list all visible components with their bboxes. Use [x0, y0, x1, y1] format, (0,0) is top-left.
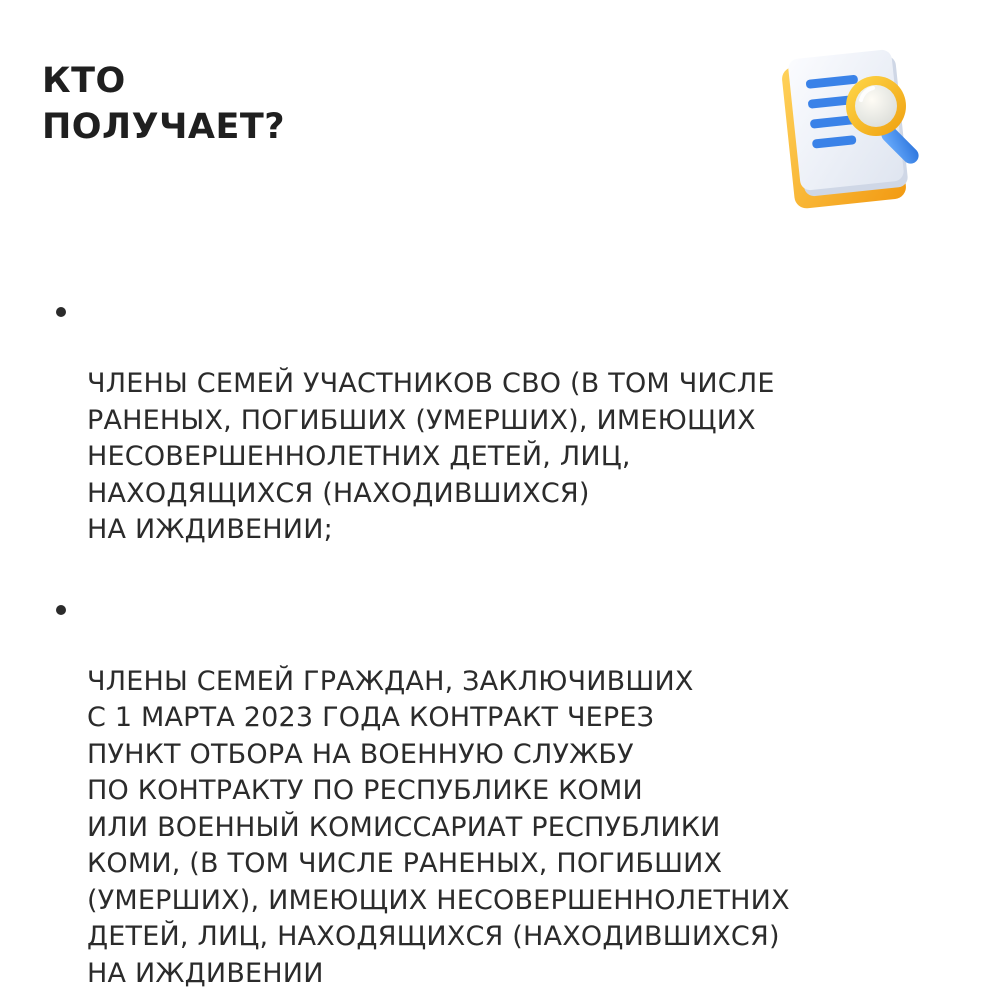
bullet-dot-icon: [56, 307, 66, 317]
page-title-line-1: КТО: [42, 61, 126, 101]
recipient-list: [56, 293, 956, 992]
list-item-text: ЧЛЕНЫ СЕМЕЙ ГРАЖДАН, ЗАКЛЮЧИВШИХ С 1 МАРТА 2023 ГОДА КОНТРАКТ ЧЕРЕЗ ПУНКТ ОТБОРА НА ВОЕННУЮ СЛУЖБУ ПО КОНТРАКТУ ПО РЕСПУБЛИКЕ КОМИ ИЛИ ВОЕННЫЙ КОМИССАРИАТ РЕСПУБЛИКИ КОМИ, (В ТОМ ЧИСЛЕ РАНЕНЫХ, ПОГИБШИХ (УМЕРШИХ), ИМЕЮЩИХ НЕСОВЕРШЕННОЛЕТНИХ ДЕТЕЙ, ЛИЦ, НАХОДЯЩИХСЯ (НАХОДИВШИХСЯ) НА ИЖДИВЕНИИ: [87, 665, 790, 989]
bullet-dot-icon: [56, 605, 66, 615]
document-search-icon: [768, 44, 946, 212]
page-title: [42, 58, 285, 150]
list-item: [56, 591, 956, 993]
list-item-text: ЧЛЕНЫ СЕМЕЙ УЧАСТНИКОВ СВО (В ТОМ ЧИСЛЕ РАНЕНЫХ, ПОГИБШИХ (УМЕРШИХ), ИМЕЮЩИХ НЕСОВЕРШЕННОЛЕТНИХ ДЕТЕЙ, ЛИЦ, НАХОДЯЩИХСЯ (НАХОДИВШИХСЯ) НА ИЖДИВЕНИИ;: [87, 368, 775, 545]
page-title-line-2: ПОЛУЧАЕТ?: [42, 107, 286, 147]
list-item: [56, 293, 956, 549]
